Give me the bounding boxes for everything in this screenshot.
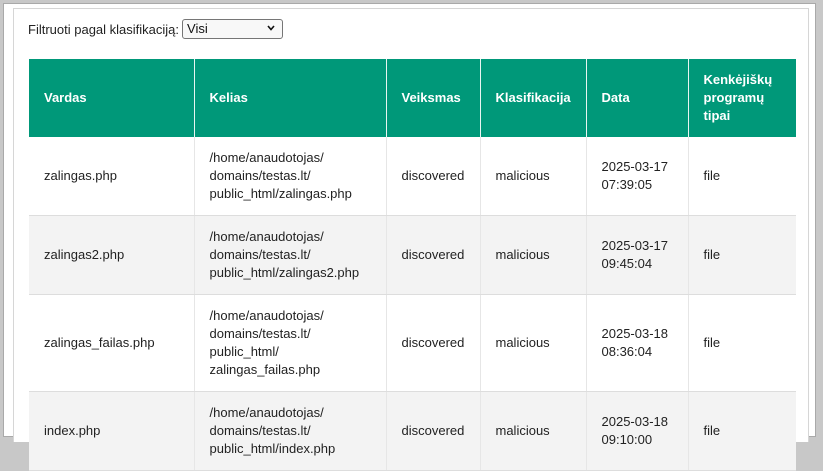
cell-path-line: /home/anaudotojas/ bbox=[209, 308, 324, 323]
table-row[interactable] bbox=[29, 392, 796, 471]
table-header-row bbox=[29, 59, 796, 137]
cell-classification: malicious bbox=[480, 137, 586, 216]
column-header-classification[interactable]: Klasifikacija bbox=[480, 59, 586, 137]
cell-path-line: domains/testas.lt/ bbox=[209, 168, 311, 183]
table-row[interactable] bbox=[29, 216, 796, 295]
cell-date bbox=[586, 392, 688, 471]
cell-malware-type: file bbox=[688, 216, 796, 295]
cell-date-day: 2025-03-18 bbox=[601, 326, 668, 341]
table-row[interactable] bbox=[29, 137, 796, 216]
results-table bbox=[29, 59, 796, 471]
cell-path-line: public_html/zalingas.php bbox=[209, 186, 352, 201]
cell-classification: malicious bbox=[480, 392, 586, 471]
cell-path bbox=[194, 137, 386, 216]
classification-select[interactable] bbox=[182, 19, 283, 39]
cell-date-time: 07:39:05 bbox=[601, 177, 653, 192]
cell-date bbox=[586, 295, 688, 392]
cell-name: zalingas2.php bbox=[29, 216, 194, 295]
cell-classification: malicious bbox=[480, 295, 586, 392]
cell-path-line: public_html/zalingas2.php bbox=[209, 265, 360, 280]
column-header-date[interactable]: Data bbox=[586, 59, 688, 137]
cell-date bbox=[586, 216, 688, 295]
column-header-malware-types[interactable]: Kenkėjiškų programų tipai bbox=[688, 59, 796, 137]
classification-filter bbox=[28, 18, 283, 40]
column-header-action[interactable]: Veiksmas bbox=[386, 59, 480, 137]
cell-path bbox=[194, 295, 386, 392]
table-row[interactable] bbox=[29, 295, 796, 392]
cell-path-line: /home/anaudotojas/ bbox=[209, 229, 324, 244]
cell-malware-type: file bbox=[688, 295, 796, 392]
cell-date-time: 09:10:00 bbox=[601, 432, 653, 447]
cell-path bbox=[194, 392, 386, 471]
cell-name: zalingas_failas.php bbox=[29, 295, 194, 392]
cell-path bbox=[194, 216, 386, 295]
cell-malware-type: file bbox=[688, 137, 796, 216]
cell-action: discovered bbox=[386, 392, 480, 471]
cell-path-line: public_html/index.php bbox=[209, 441, 336, 456]
cell-date-time: 09:45:04 bbox=[601, 256, 653, 271]
cell-path-line: /home/anaudotojas/ bbox=[209, 150, 324, 165]
cell-date bbox=[586, 137, 688, 216]
cell-path-line: /home/anaudotojas/ bbox=[209, 405, 324, 420]
column-header-name[interactable]: Vardas bbox=[29, 59, 194, 137]
cell-date-day: 2025-03-18 bbox=[601, 414, 668, 429]
cell-action: discovered bbox=[386, 295, 480, 392]
cell-path-line: zalingas_failas.php bbox=[209, 362, 321, 377]
cell-date-day: 2025-03-17 bbox=[601, 238, 668, 253]
cell-action: discovered bbox=[386, 216, 480, 295]
cell-action: discovered bbox=[386, 137, 480, 216]
classification-select-value: Visi bbox=[187, 21, 208, 36]
cell-date-day: 2025-03-17 bbox=[601, 159, 668, 174]
cell-path-line: domains/testas.lt/ bbox=[209, 326, 311, 341]
window-frame bbox=[3, 3, 816, 456]
cell-path-line: public_html/ bbox=[209, 344, 279, 359]
cell-classification: malicious bbox=[480, 216, 586, 295]
column-header-path[interactable]: Kelias bbox=[194, 59, 386, 137]
cell-name: index.php bbox=[29, 392, 194, 471]
filter-label: Filtruoti pagal klasifikaciją: bbox=[28, 21, 180, 37]
cell-date-time: 08:36:04 bbox=[601, 344, 653, 359]
cell-malware-type: file bbox=[688, 392, 796, 471]
chevron-down-icon bbox=[267, 25, 275, 31]
cell-path-line: domains/testas.lt/ bbox=[209, 247, 311, 262]
cell-path-line: domains/testas.lt/ bbox=[209, 423, 311, 438]
scan-results-panel bbox=[13, 8, 809, 456]
cell-name: zalingas.php bbox=[29, 137, 194, 216]
